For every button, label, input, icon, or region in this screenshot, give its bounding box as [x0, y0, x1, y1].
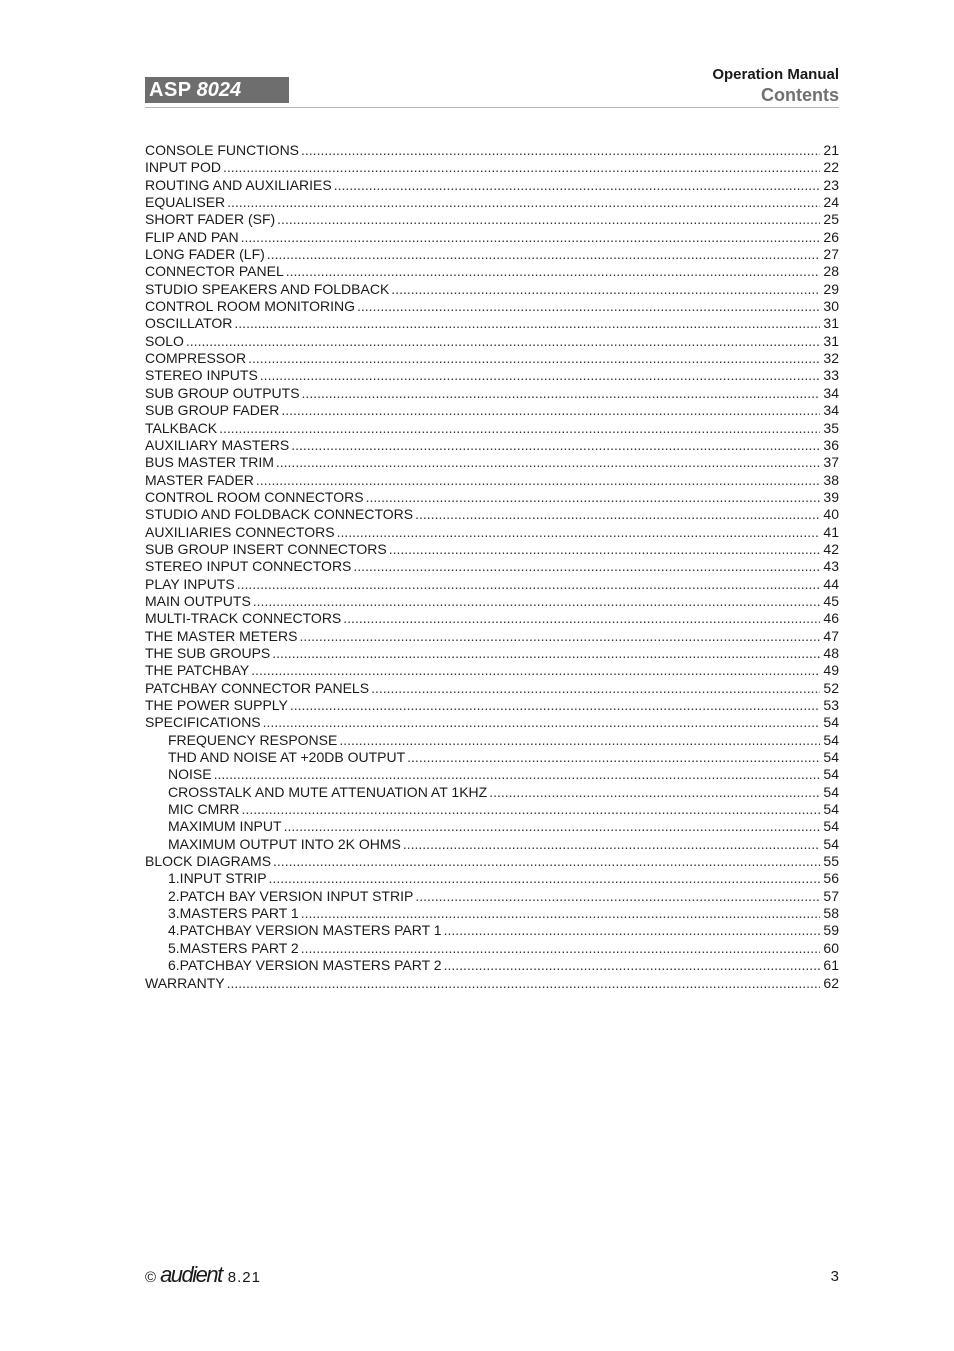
toc-entry[interactable]: [145, 211, 839, 228]
toc-entry-label: 6.PATCHBAY VERSION MASTERS PART 2: [168, 957, 442, 974]
toc-entry-label: FREQUENCY RESPONSE: [168, 731, 338, 748]
toc-entry-page: 54: [823, 749, 839, 766]
toc-leader-dots: [366, 489, 821, 506]
toc-entry-label: THE POWER SUPPLY: [145, 697, 288, 713]
toc-entry-label: EQUALISER: [145, 194, 226, 211]
toc-leader-dots: [276, 454, 821, 471]
toc-entry-page: 22: [823, 159, 839, 176]
toc-leader-dots: [302, 385, 821, 402]
toc-entry[interactable]: [145, 888, 839, 905]
toc-entry-page: 30: [823, 298, 839, 315]
toc-entry[interactable]: [145, 177, 839, 194]
toc-entry-label: THE PATCHBAY: [145, 662, 250, 679]
toc-leader-dots: [269, 870, 821, 887]
toc-entry-page: 35: [823, 419, 839, 436]
toc-leader-dots: [337, 524, 821, 541]
toc-leader-dots: [339, 732, 820, 749]
toc-entry[interactable]: [145, 697, 839, 714]
toc-leader-dots: [237, 576, 821, 593]
toc-entry[interactable]: [145, 749, 839, 766]
toc-entry-page: 55: [823, 853, 839, 870]
toc-entry-label: BUS MASTER TRIM: [145, 454, 274, 471]
toc-leader-dots: [291, 437, 820, 454]
toc-leader-dots: [263, 714, 821, 731]
toc-entry-label: PLAY INPUTS: [145, 575, 235, 592]
toc-leader-dots: [299, 628, 820, 645]
toc-entry[interactable]: [145, 680, 839, 697]
toc-entry[interactable]: [145, 350, 839, 367]
toc-entry[interactable]: [145, 558, 839, 575]
toc-leader-dots: [371, 680, 820, 697]
toc-entry[interactable]: [145, 922, 839, 939]
toc-entry[interactable]: [145, 732, 839, 749]
toc-entry-page: 31: [823, 315, 839, 332]
toc-entry[interactable]: [145, 246, 839, 263]
toc-entry[interactable]: [145, 385, 839, 402]
toc-entry-page: 41: [823, 523, 839, 540]
toc-entry-label: 1.INPUT STRIP: [168, 870, 267, 887]
audient-logo: audient: [160, 1262, 222, 1287]
toc-leader-dots: [248, 350, 820, 367]
toc-entry-label: SPECIFICATIONS: [145, 714, 261, 731]
toc-leader-dots: [444, 922, 821, 939]
toc-entry-page: 21: [823, 142, 839, 158]
toc-entry[interactable]: [145, 905, 839, 922]
toc-entry-page: 56: [823, 870, 839, 887]
toc-entry-page: 48: [823, 644, 839, 661]
toc-leader-dots: [253, 593, 821, 610]
toc-entry[interactable]: [145, 437, 839, 454]
footer-brand: [145, 1262, 261, 1288]
toc-entry-page: 57: [823, 887, 839, 904]
toc-entry-label: MAXIMUM INPUT: [168, 818, 282, 835]
toc-entry-label: MAXIMUM OUTPUT INTO 2K OHMS: [168, 835, 401, 852]
toc-entry[interactable]: [145, 367, 839, 384]
toc-entry-page: 36: [823, 436, 839, 453]
toc-entry-page: 26: [823, 228, 839, 245]
toc-entry-page: 52: [823, 679, 839, 696]
toc-leader-dots: [241, 229, 821, 246]
toc-leader-dots: [272, 645, 820, 662]
toc-leader-dots: [407, 749, 820, 766]
toc-leader-dots: [301, 940, 821, 957]
toc-entry[interactable]: [145, 541, 839, 558]
toc-entry-label: SUB GROUP FADER: [145, 402, 280, 419]
toc-leader-dots: [219, 420, 820, 437]
toc-entry-page: 44: [823, 575, 839, 592]
toc-entry-page: 54: [823, 783, 839, 800]
toc-entry[interactable]: [145, 645, 839, 662]
toc-entry-page: 54: [823, 766, 839, 783]
toc-entry-label: SOLO: [145, 332, 184, 349]
toc-entry-label: SUB GROUP INSERT CONNECTORS: [145, 540, 387, 557]
toc-entry-page: 43: [823, 558, 839, 575]
toc-entry-page: 27: [823, 246, 839, 263]
toc-entry[interactable]: [145, 159, 839, 176]
toc-leader-dots: [357, 298, 820, 315]
toc-entry-label: THD AND NOISE AT +20DB OUTPUT: [168, 749, 406, 766]
toc-entry-label: TALKBACK: [145, 419, 218, 436]
toc-entry-page: 34: [823, 384, 839, 401]
toc-entry[interactable]: [145, 853, 839, 870]
toc-entry-page: 34: [823, 402, 839, 419]
copyright-symbol: ©: [145, 1269, 157, 1286]
toc-leader-dots: [281, 402, 820, 419]
toc-entry[interactable]: [145, 957, 839, 974]
toc-entry[interactable]: [145, 593, 839, 610]
toc-entry-label: WARRANTY: [145, 974, 225, 991]
toc-entry[interactable]: [145, 298, 839, 315]
toc-entry[interactable]: [145, 472, 839, 489]
toc-entry[interactable]: [145, 524, 839, 541]
toc-entry-label: CONTROL ROOM CONNECTORS: [145, 488, 364, 505]
toc-entry[interactable]: [145, 714, 839, 731]
toc-entry-label: STEREO INPUT CONNECTORS: [145, 558, 352, 575]
toc-entry[interactable]: [145, 281, 839, 298]
toc-entry[interactable]: [145, 975, 839, 992]
toc-entry-label: 2.PATCH BAY VERSION INPUT STRIP: [168, 887, 414, 904]
toc-entry-label: CROSSTALK AND MUTE ATTENUATION AT 1KHZ: [168, 783, 488, 800]
toc-entry-page: 25: [823, 211, 839, 228]
toc-entry-page: 54: [823, 731, 839, 748]
toc-entry[interactable]: [145, 142, 839, 159]
section-title: Contents: [761, 85, 839, 105]
header-divider: [145, 107, 839, 108]
toc-entry[interactable]: [145, 628, 839, 645]
toc-entry-page: 23: [823, 176, 839, 193]
toc-leader-dots: [301, 142, 820, 159]
toc-leader-dots: [223, 159, 820, 176]
table-of-contents: [145, 142, 839, 992]
toc-entry-label: ROUTING AND AUXILIARIES: [145, 176, 332, 193]
toc-entry-label: CONSOLE FUNCTIONS: [145, 142, 300, 158]
toc-entry[interactable]: [145, 333, 839, 350]
toc-leader-dots: [273, 853, 820, 870]
toc-entry-page: 47: [823, 627, 839, 644]
product-logo: [145, 77, 289, 103]
toc-entry[interactable]: [145, 263, 839, 280]
toc-entry-label: FLIP AND PAN: [145, 228, 239, 245]
toc-entry-label: MASTER FADER: [145, 471, 254, 488]
toc-entry-page: 28: [823, 263, 839, 280]
toc-entry-page: 37: [823, 454, 839, 471]
toc-entry[interactable]: [145, 662, 839, 679]
document-title: Operation Manual: [712, 66, 839, 83]
toc-entry[interactable]: [145, 420, 839, 437]
toc-entry[interactable]: [145, 489, 839, 506]
toc-entry-label: SHORT FADER (SF): [145, 211, 276, 228]
toc-entry-label: LONG FADER (LF): [145, 246, 265, 263]
toc-entry-label: 4.PATCHBAY VERSION MASTERS PART 1: [168, 922, 442, 939]
toc-entry-label: THE MASTER METERS: [145, 627, 298, 644]
toc-entry[interactable]: [145, 836, 839, 853]
toc-entry-label: STUDIO AND FOLDBACK CONNECTORS: [145, 506, 414, 523]
toc-entry[interactable]: [145, 940, 839, 957]
toc-entry-page: 39: [823, 488, 839, 505]
toc-entry-page: 61: [823, 957, 839, 974]
toc-leader-dots: [415, 888, 820, 905]
toc-entry-page: 54: [823, 801, 839, 818]
toc-entry-page: 59: [823, 922, 839, 939]
toc-leader-dots: [403, 836, 821, 853]
toc-entry-label: STUDIO SPEAKERS AND FOLDBACK: [145, 280, 390, 297]
toc-leader-dots: [389, 541, 821, 558]
toc-entry[interactable]: [145, 610, 839, 627]
toc-leader-dots: [214, 766, 821, 783]
toc-leader-dots: [353, 558, 820, 575]
toc-entry-label: SUB GROUP OUTPUTS: [145, 384, 300, 401]
toc-leader-dots: [227, 975, 821, 992]
toc-leader-dots: [334, 177, 821, 194]
toc-entry-page: 54: [823, 818, 839, 835]
toc-entry-page: 54: [823, 714, 839, 731]
toc-leader-dots: [290, 697, 821, 714]
toc-entry[interactable]: [145, 315, 839, 332]
toc-entry-label: PATCHBAY CONNECTOR PANELS: [145, 679, 370, 696]
toc-leader-dots: [242, 801, 821, 818]
toc-leader-dots: [186, 333, 821, 350]
toc-leader-dots: [444, 957, 821, 974]
toc-entry-page: 46: [823, 610, 839, 627]
toc-entry-label: AUXILIARIES CONNECTORS: [145, 523, 335, 540]
toc-entry-page: 45: [823, 592, 839, 609]
toc-entry-page: 49: [823, 662, 839, 679]
toc-entry[interactable]: [145, 506, 839, 523]
toc-entry[interactable]: [145, 194, 839, 211]
logo-brand: ASP: [149, 78, 192, 101]
toc-entry-page: 62: [823, 974, 839, 991]
toc-leader-dots: [489, 784, 820, 801]
toc-entry[interactable]: [145, 784, 839, 801]
toc-entry[interactable]: [145, 801, 839, 818]
toc-entry-label: STEREO INPUTS: [145, 367, 258, 384]
toc-entry-page: 31: [823, 332, 839, 349]
toc-leader-dots: [284, 818, 821, 835]
toc-entry[interactable]: [145, 454, 839, 471]
toc-entry-page: 38: [823, 471, 839, 488]
toc-leader-dots: [277, 211, 820, 228]
toc-entry[interactable]: [145, 576, 839, 593]
toc-entry-page: 29: [823, 280, 839, 297]
toc-leader-dots: [227, 194, 820, 211]
toc-entry[interactable]: [145, 402, 839, 419]
toc-entry-label: MULTI-TRACK CONNECTORS: [145, 610, 342, 627]
toc-entry-page: 60: [823, 939, 839, 956]
toc-entry-label: COMPRESSOR: [145, 350, 247, 367]
toc-leader-dots: [234, 315, 820, 332]
toc-leader-dots: [267, 246, 821, 263]
toc-entry-label: 3.MASTERS PART 1: [168, 905, 299, 922]
toc-entry-label: THE SUB GROUPS: [145, 644, 271, 661]
toc-leader-dots: [260, 367, 821, 384]
header-titles: [712, 66, 839, 106]
toc-entry-label: AUXILIARY MASTERS: [145, 436, 290, 453]
toc-entry-label: 5.MASTERS PART 2: [168, 939, 299, 956]
toc-leader-dots: [391, 281, 820, 298]
toc-leader-dots: [343, 610, 820, 627]
toc-entry-label: CONNECTOR PANEL: [145, 263, 284, 280]
toc-entry-label: NOISE: [168, 766, 212, 783]
toc-entry-label: INPUT POD: [145, 159, 221, 176]
toc-entry-page: 40: [823, 506, 839, 523]
toc-entry-page: 53: [823, 697, 839, 713]
toc-entry[interactable]: [145, 818, 839, 835]
toc-entry[interactable]: [145, 766, 839, 783]
page-number: 3: [830, 1268, 839, 1285]
toc-leader-dots: [256, 472, 821, 489]
toc-leader-dots: [286, 263, 821, 280]
toc-entry[interactable]: [145, 870, 839, 887]
toc-entry-label: MIC CMRR: [168, 801, 240, 818]
toc-entry-page: 32: [823, 350, 839, 367]
toc-entry-page: 42: [823, 540, 839, 557]
version-number: 8.21: [227, 1269, 261, 1286]
toc-entry-label: CONTROL ROOM MONITORING: [145, 298, 355, 315]
toc-leader-dots: [301, 905, 821, 922]
logo-model: 8024: [196, 78, 242, 101]
toc-entry-label: OSCILLATOR: [145, 315, 233, 332]
toc-leader-dots: [251, 662, 820, 679]
toc-entry-page: 24: [823, 194, 839, 211]
toc-entry-label: BLOCK DIAGRAMS: [145, 853, 272, 870]
toc-entry-page: 33: [823, 367, 839, 384]
toc-leader-dots: [415, 506, 820, 523]
toc-entry-label: MAIN OUTPUTS: [145, 592, 251, 609]
toc-entry-page: 54: [823, 835, 839, 852]
toc-entry[interactable]: [145, 229, 839, 246]
toc-entry-page: 58: [823, 905, 839, 922]
